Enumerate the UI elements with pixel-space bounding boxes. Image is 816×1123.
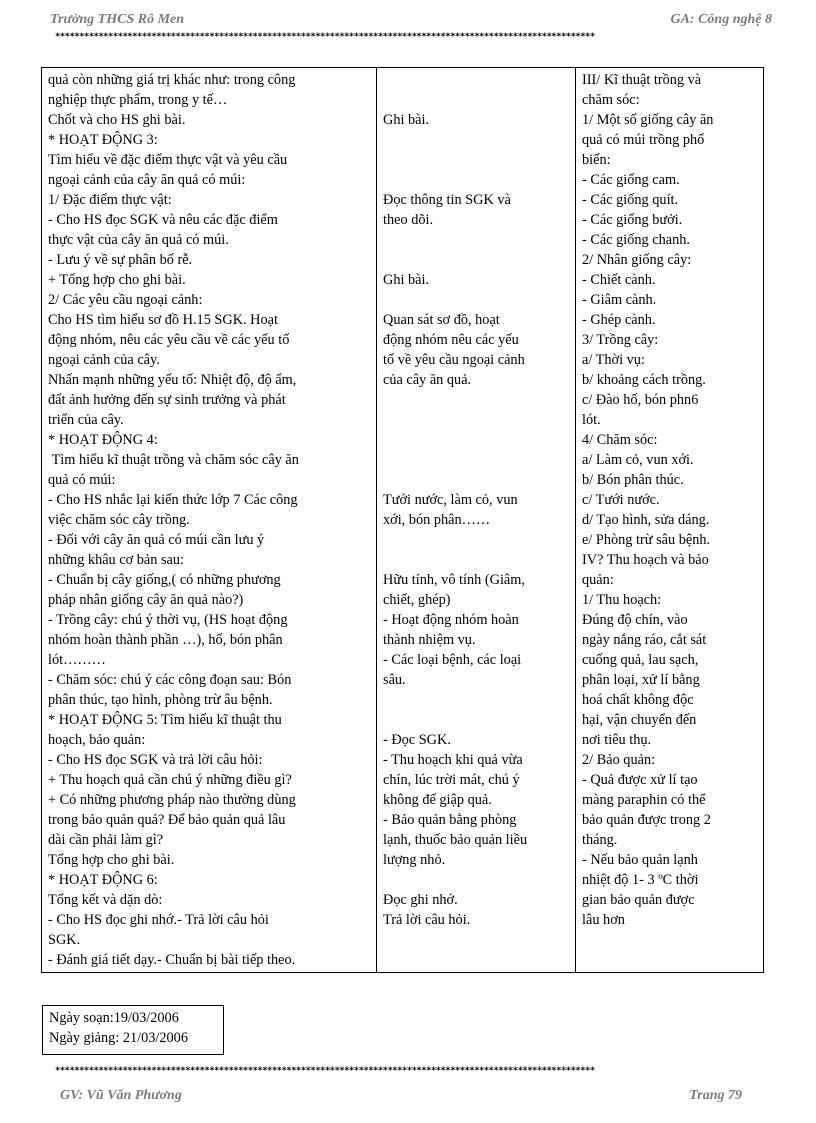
text-line: trong bảo quản quả? Để bảo quản quả lâu <box>48 812 286 828</box>
text-line <box>383 230 569 250</box>
text-line <box>383 150 569 170</box>
text-line: quả còn những giá trị khác như: trong công <box>48 72 296 88</box>
text-line: 1/ Đặc điểm thực vật: <box>48 192 172 208</box>
text-line: lạnh, thuốc bảo quản liều <box>383 832 528 848</box>
text-line: Ghi bài. <box>383 112 430 128</box>
text-line <box>383 170 569 190</box>
text-line: của cây ăn quả. <box>383 372 472 388</box>
text-line: - Đọc SGK. <box>383 732 451 748</box>
text-line: c/ Tưới nước. <box>582 492 660 508</box>
text-line: tháng. <box>582 832 618 848</box>
text-line: - Các giống chanh. <box>582 232 690 248</box>
text-line: - Chăm sóc: chú ý các công đoạn sau: Bón <box>48 672 292 688</box>
text-line: - Lưu ý về sự phân bố rễ. <box>48 252 193 268</box>
text-line <box>383 530 569 550</box>
text-line: - Chuẩn bị cây giống,( có những phương <box>48 572 281 588</box>
text-line: chiết, ghép) <box>383 592 451 608</box>
text-line: - Đối với cây ăn quả có múi cần lưu ý <box>48 532 265 548</box>
text-line: ngày nắng ráo, cắt sát <box>582 632 707 648</box>
text-line: không để giập quả. <box>383 792 492 808</box>
text-line: ngoại cảnh của cây ăn quả có múi: <box>48 172 246 188</box>
footer-page: Trang 79 <box>689 1088 742 1103</box>
text-line: chín, lúc trời mát, chú ý <box>383 772 520 788</box>
text-line: + Thu hoạch quả cần chú ý những điều gì? <box>48 772 292 788</box>
text-line: SGK. <box>48 932 81 948</box>
text-line: - Cho HS đọc ghi nhớ.- Trả lời câu hỏi <box>48 912 269 928</box>
text-line: dài cần phải làm gì? <box>48 832 164 848</box>
text-line: những khâu cơ bản sau: <box>48 552 185 568</box>
student-activity-cell <box>377 68 576 973</box>
text-line: b/ khoảng cách trồng. <box>582 372 706 388</box>
text-line: Quan sát sơ đồ, hoạt <box>383 312 500 328</box>
text-line: Nhấn mạnh những yếu tố: Nhiệt độ, độ ẩm, <box>48 372 297 388</box>
text-line: cuống quả, lau sạch, <box>582 652 699 668</box>
teacher-activity-cell <box>42 68 377 973</box>
text-line: + Có những phương pháp nào thường dùng <box>48 792 296 808</box>
text-line: - Đánh giá tiết dạy.- Chuẩn bị bài tiếp theo. <box>48 952 296 968</box>
text-line: 2/ Các yêu cầu ngoại cảnh: <box>48 292 203 308</box>
text-line: Ghi bài. <box>383 272 430 288</box>
text-line <box>383 470 569 490</box>
text-line: phân loại, xử lí bằng <box>582 672 700 688</box>
text-line: - Chiết cành. <box>582 272 656 288</box>
text-line: d/ Tạo hình, sửa dáng. <box>582 512 710 528</box>
text-line: - Cho HS đọc SGK và trả lời câu hỏi: <box>48 752 263 768</box>
text-line: 2/ Bảo quản: <box>582 752 656 768</box>
text-line: - Giâm cành. <box>582 292 657 308</box>
dates-box <box>42 1005 224 1055</box>
text-line: xới, bón phân…… <box>383 512 491 528</box>
text-line: tố về yêu cầu ngoại cảnh <box>383 352 525 368</box>
text-line: Đọc thông tin SGK và <box>383 192 511 208</box>
text-line <box>383 430 569 450</box>
text-line: hại, vận chuyển đến <box>582 712 697 728</box>
text-line: * HOẠT ĐỘNG 3: <box>48 132 158 148</box>
text-line: - Cho HS đọc SGK và nêu các đặc điểm <box>48 212 278 228</box>
text-line <box>383 870 569 890</box>
text-line: hoá chất không độc <box>582 692 694 708</box>
header-subject: GA: Công nghệ 8 <box>670 12 772 27</box>
footer-teacher: GV: Vũ Văn Phương <box>60 1088 182 1103</box>
text-line: gian bảo quản được <box>582 892 695 908</box>
text-line: * HOẠT ĐỘNG 4: <box>48 432 158 448</box>
text-line <box>383 90 569 110</box>
text-line: - Ghép cành. <box>582 312 656 328</box>
content-cell <box>576 68 764 973</box>
text-line: Trả lời câu hỏi. <box>383 912 471 928</box>
text-line: Tổng hợp cho ghi bài. <box>48 852 175 868</box>
text-line: III/ Kĩ thuật trồng và <box>582 72 702 88</box>
text-line <box>383 70 569 90</box>
text-line: Đúng độ chín, vào <box>582 612 688 628</box>
text-line: ngoại cảnh của cây. <box>48 352 160 368</box>
text-line: nhiệt độ 1- 3 ºC thời <box>582 872 699 888</box>
text-line: b/ Bón phân thúc. <box>582 472 684 488</box>
text-line: việc chăm sóc cây trồng. <box>48 512 190 528</box>
text-line: Cho HS tìm hiểu sơ đồ H.15 SGK. Hoạt <box>48 312 278 328</box>
text-line: 1/ Thu hoạch: <box>582 592 662 608</box>
text-line: pháp nhân giống cây ăn quả nào?) <box>48 592 244 608</box>
text-line: - Các loại bệnh, các loại <box>383 652 522 668</box>
text-line: theo dõi. <box>383 212 434 228</box>
text-line: nhóm hoàn thành phần …), hố, bón phân <box>48 632 283 648</box>
header-school: Trường THCS Rô Men <box>50 12 185 27</box>
text-line <box>383 450 569 470</box>
text-line <box>383 710 569 730</box>
teach-date: Ngày giảng: 21/03/2006 <box>49 1030 188 1046</box>
text-line: - Các giống bưởi. <box>582 212 683 228</box>
text-line: 1/ Một số giống cây ăn <box>582 112 714 128</box>
text-line: thực vật của cây ăn quả có múi. <box>48 232 229 248</box>
text-line: IV? Thu hoạch và bảo <box>582 552 709 568</box>
text-line: lót……… <box>48 652 106 668</box>
text-line: biến: <box>582 152 611 168</box>
text-line: Chốt và cho HS ghi bài. <box>48 112 186 128</box>
text-line: quả có múi trồng phổ <box>582 132 705 148</box>
text-line: phân thúc, tạo hình, phòng trừ âu bệnh. <box>48 692 273 708</box>
text-line: quả có múi: <box>48 472 116 488</box>
lesson-table <box>41 67 764 973</box>
text-line: triển của cây. <box>48 412 124 428</box>
text-line: c/ Đào hố, bón phn6 <box>582 392 699 408</box>
text-line: nghiệp thực phẩm, trong y tế… <box>48 92 228 108</box>
text-line <box>383 250 569 270</box>
text-line: Đọc ghi nhớ. <box>383 892 458 908</box>
text-line: - Các giống quít. <box>582 192 679 208</box>
text-line <box>383 390 569 410</box>
text-line: - Bảo quản bằng phòng <box>383 812 517 828</box>
text-line: đất ảnh hưởng đến sự sinh trưởng và phát <box>48 392 286 408</box>
text-line: Hữu tính, vô tính (Giâm, <box>383 572 525 588</box>
text-line: lâu hơn <box>582 912 625 928</box>
text-line: 4/ Chăm sóc: <box>582 432 658 448</box>
text-line: * HOẠT ĐỘNG 6: <box>48 872 158 888</box>
text-line: 3/ Trồng cây: <box>582 332 659 348</box>
prep-date: Ngày soạn:19/03/2006 <box>49 1010 179 1026</box>
text-line: * HOẠT ĐỘNG 5: Tìm hiểu kĩ thuật thu <box>48 712 282 728</box>
text-line: - Hoạt động nhóm hoàn <box>383 612 519 628</box>
text-line: + Tổng hợp cho ghi bài. <box>48 272 186 288</box>
text-line: - Trồng cây: chú ý thời vụ, (HS hoạt động <box>48 612 288 628</box>
text-line <box>383 690 569 710</box>
text-line: sâu. <box>383 672 406 688</box>
text-line: động nhóm nêu các yếu <box>383 332 519 348</box>
text-line: Tưới nước, làm cỏ, vun <box>383 492 518 508</box>
text-line: 2/ Nhân giống cây: <box>582 252 692 268</box>
text-line: - Nếu bảo quản lạnh <box>582 852 698 868</box>
text-line: lượng nhỏ. <box>383 852 446 868</box>
text-line: thành nhiệm vụ. <box>383 632 476 648</box>
text-line <box>383 290 569 310</box>
text-line: nơi tiêu thụ. <box>582 732 652 748</box>
table-row <box>42 68 764 973</box>
text-line: quản: <box>582 572 614 588</box>
text-line: - Thu hoạch khi quả vừa <box>383 752 523 768</box>
top-separator: **************************************************************************************************************** <box>55 32 595 42</box>
text-line: động nhóm, nêu các yêu cầu về các yếu tố <box>48 332 290 348</box>
text-line: Tổng kết và dặn dò: <box>48 892 163 908</box>
text-line: Tìm hiểu kĩ thuật trồng và chăm sóc cây ăn <box>48 452 299 468</box>
text-line: - Các giống cam. <box>582 172 680 188</box>
text-line: - Quả được xử lí tạo <box>582 772 698 788</box>
text-line: màng paraphin có thể <box>582 792 706 808</box>
text-line: Tìm hiểu về đặc điểm thực vật và yêu cầu <box>48 152 288 168</box>
text-line <box>383 410 569 430</box>
text-line: a/ Thời vụ: <box>582 352 645 368</box>
text-line: chăm sóc: <box>582 92 640 108</box>
bottom-separator: **************************************************************************************************************** <box>55 1066 595 1076</box>
text-line: e/ Phòng trừ sâu bệnh. <box>582 532 711 548</box>
text-line: lót. <box>582 412 601 428</box>
text-line: hoạch, bảo quản: <box>48 732 146 748</box>
text-line <box>383 550 569 570</box>
text-line: bảo quản được trong 2 <box>582 812 711 828</box>
text-line: a/ Làm cỏ, vun xới. <box>582 452 694 468</box>
text-line <box>383 130 569 150</box>
text-line: - Cho HS nhắc lại kiến thức lớp 7 Các công <box>48 492 298 508</box>
